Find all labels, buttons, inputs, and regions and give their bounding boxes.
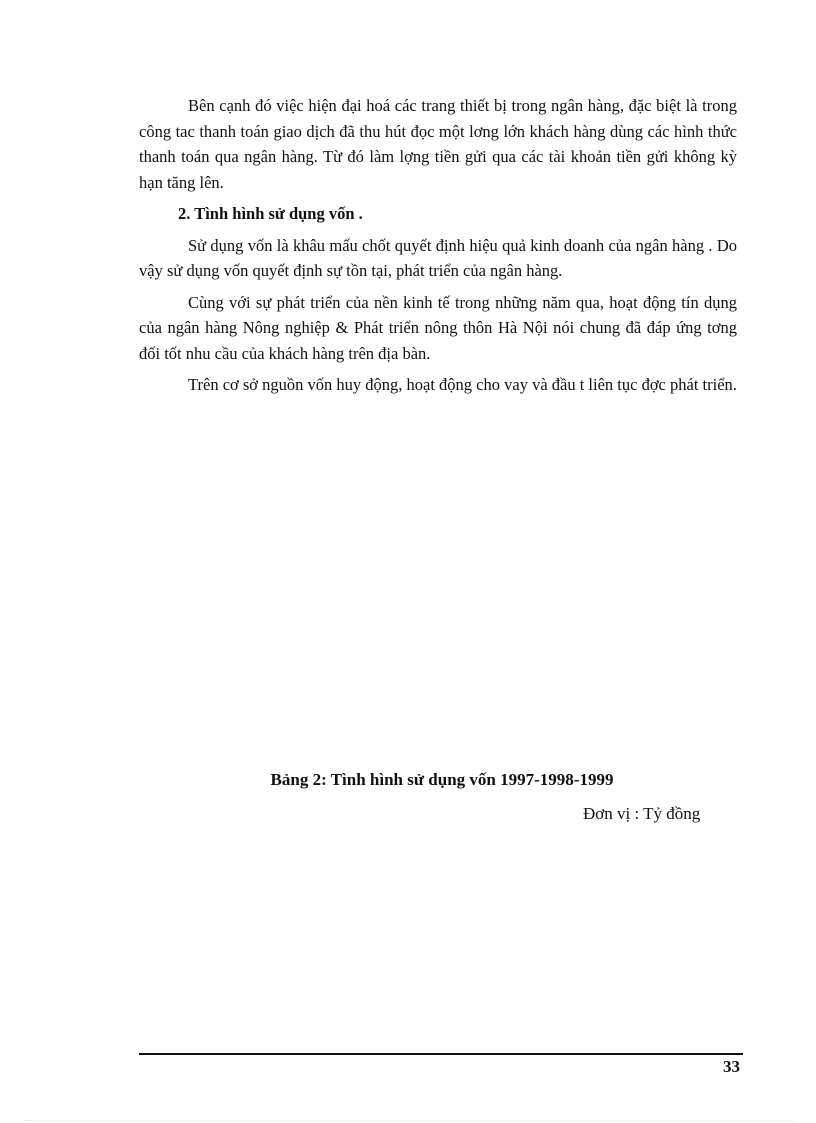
- paragraph-lending-development: Trên cơ sở nguồn vốn huy động, hoạt động cho vay và đầu t liên tục đợc phát triển.: [188, 375, 737, 394]
- page-number: 33: [723, 1057, 740, 1076]
- paragraph-credit-activity: Cùng với sự phát triển của nền kinh tế trong những năm qua, hoạt động tín dụng của ngân hàng Nông nghiệp & Phát triển nông thôn Hà Nội nói chung đã đáp ứng tơng đối tốt nhu cầu của khách hàng trên địa bàn.: [139, 292, 737, 363]
- unit-label: Đơn vị : Tỷ đồng: [583, 804, 701, 823]
- footer-divider: [139, 1053, 743, 1055]
- paragraph-modernization: Bên cạnh đó việc hiện đại hoá các trang thiết bị trong ngân hàng, đặc biệt là trong công tac thanh toán giao dịch đã thu hút đọc một lơng lớn khách hàng dùng các hình thức thanh toán qua ngân hàng. Từ đó làm lợng tiền gửi qua các tài khoản tiền gửi không kỳ hạn tăng lên.: [139, 96, 737, 192]
- section-heading: 2. Tình hình sử dụng vốn .: [178, 204, 363, 223]
- page-bottom-edge: [24, 1120, 794, 1121]
- body-text: [139, 93, 737, 398]
- paragraph-capital-use: Sử dụng vốn là khâu mấu chốt quyết định hiệu quả kinh doanh của ngân hàng . Do vậy sử dụng vốn quyết định sự tồn tại, phát triển của ngân hàng.: [139, 235, 737, 280]
- table-caption: Bảng 2: Tình hình sử dụng vốn 1997-1998-1999: [270, 770, 614, 789]
